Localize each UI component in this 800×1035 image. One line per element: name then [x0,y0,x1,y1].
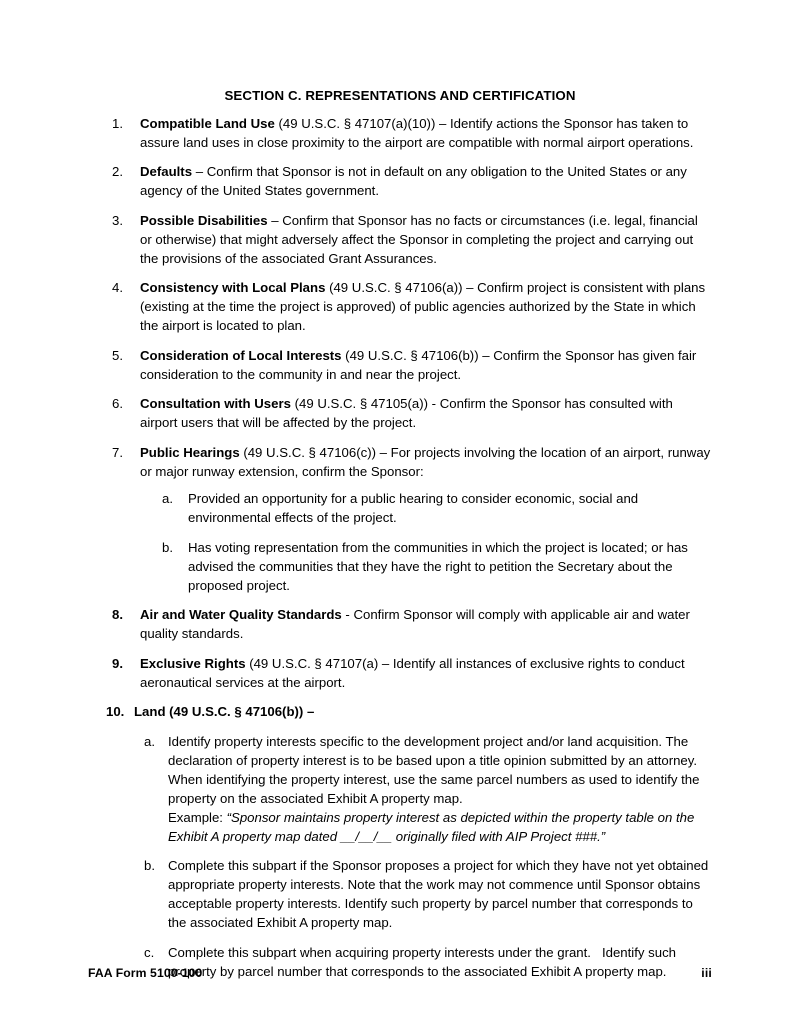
list-item-3 [88,211,712,268]
list-item-2-marker: 2. [112,164,123,180]
list-item-10-lead: Land (49 U.S.C. § 47106(b)) – [134,704,315,720]
list-item-1 [88,114,712,152]
document-body [88,88,712,981]
list-item-8-body: - Confirm Sponsor will comply with applicable air and water quality standards. [140,607,690,642]
list-item-1-marker: 1. [112,115,123,131]
list-item-5 [88,346,712,384]
list-item-8 [88,605,712,643]
list-item-4 [88,278,712,335]
public-hearings-sublist [140,489,712,595]
sublist-item-10a-example [168,808,712,846]
list-item-10-marker: 10. [106,704,125,720]
sublist-item-10c-body: Complete this subpart when acquiring property interests under the grant. Identify such property by parcel number that corresponds to the associated Exhibit A property map. [168,944,680,979]
list-item-3-marker: 3. [112,212,123,228]
representations-list [88,114,712,722]
list-item-6-lead: Consultation with Users [140,396,291,412]
list-item-3-body: – Confirm that Sponsor has no facts or circumstances (i.e. legal, financial or otherwise) that might adversely affect the Sponsor in completing the project and carrying out the provisions of the associated Grant Assurances. [140,212,698,266]
sublist-item-7b-body: Has voting representation from the communities in which the project is located; or has advised the communities that they have the right to petition the Secretary about the proposed project. [188,539,688,593]
footer-page-number: iii [701,966,712,980]
list-item-8-lead: Air and Water Quality Standards [140,607,342,623]
list-item-1-body: (49 U.S.C. § 47107(a)(10)) – Identify actions the Sponsor has taken to assure land uses in close proximity to the airport are compatible with normal airport operations. [140,115,694,150]
list-item-4-lead: Consistency with Local Plans [140,280,326,296]
sublist-item-7a [140,489,712,527]
list-item-2-body: – Confirm that Sponsor is not in default on any obligation to the United States or any agency of the United States government. [140,164,687,199]
list-item-5-body: (49 U.S.C. § 47106(b)) – Confirm the Sponsor has given fair consideration to the community in and near the project. [140,347,697,382]
list-item-7-body: (49 U.S.C. § 47106(c)) – For projects involving the location of an airport, runway or major runway extension, confirm the Sponsor: [140,444,711,479]
sublist-item-7b-marker: b. [162,539,173,555]
sublist-item-10a-body: Identify property interests specific to the development project and/or land acquisition. The declaration of property interest is to be based upon a title opinion submitted by an attorney. When identifying the property interest, use the same parcel numbers as used to identify the property on the associated Exhibit A property map. [168,733,700,806]
list-item-5-marker: 5. [112,347,123,363]
list-item-1-lead: Compatible Land Use [140,115,275,131]
list-item-3-lead: Possible Disabilities [140,212,268,228]
example-text: “Sponsor maintains property interest as depicted within the property table on the Exhibit A property map dated __/__/__ originally filed with AIP Project ###.” [168,809,695,844]
page-title: SECTION C. REPRESENTATIONS AND CERTIFICATION [224,88,576,103]
sublist-item-10b-marker: b. [144,858,155,874]
list-item-5-lead: Consideration of Local Interests [140,347,342,363]
example-label: Example: [168,809,227,825]
list-item-8-marker: 8. [112,607,123,623]
sublist-item-7a-marker: a. [162,491,173,507]
list-item-7 [88,443,712,595]
land-sublist-block [88,732,712,981]
list-item-10 [88,702,712,721]
list-item-9-marker: 9. [112,655,123,671]
page-footer [88,966,712,980]
land-sublist [88,732,712,981]
sublist-item-10a [88,732,712,846]
list-item-7-marker: 7. [112,444,123,460]
sublist-item-10c-marker: c. [144,944,155,960]
list-item-6 [88,394,712,432]
list-item-9-body: (49 U.S.C. § 47107(a) – Identify all instances of exclusive rights to conduct aeronautical services at the airport. [140,655,685,690]
footer-form-id: FAA Form 5100-100 [88,966,203,980]
sublist-item-10b [88,856,712,932]
list-item-7-lead: Public Hearings [140,444,240,460]
list-item-4-body: (49 U.S.C. § 47106(a)) – Confirm project is consistent with plans (existing at the time the project is approved) of public agencies authorized by the State in which the airport is located to plan. [140,280,706,334]
sublist-item-10a-marker: a. [144,733,155,749]
list-item-6-marker: 6. [112,396,123,412]
list-item-9-lead: Exclusive Rights [140,655,246,671]
list-item-2 [88,162,712,200]
sublist-item-10b-body: Complete this subpart if the Sponsor proposes a project for which they have not yet obtained appropriate property interests. Note that the work may not commence until Sponsor obtains acceptable property interests. Identify such property by parcel number that corresponds to the associated Exhibit A property map. [168,858,709,931]
sublist-item-7b [140,538,712,595]
list-item-2-lead: Defaults [140,164,193,180]
list-item-6-body: (49 U.S.C. § 47105(a)) - Confirm the Sponsor has consulted with airport users that will be affected by the project. [140,396,673,431]
sublist-item-7a-body: Provided an opportunity for a public hearing to consider economic, social and environmental effects of the project. [188,491,639,526]
list-item-9 [88,654,712,692]
list-item-4-marker: 4. [112,280,123,296]
